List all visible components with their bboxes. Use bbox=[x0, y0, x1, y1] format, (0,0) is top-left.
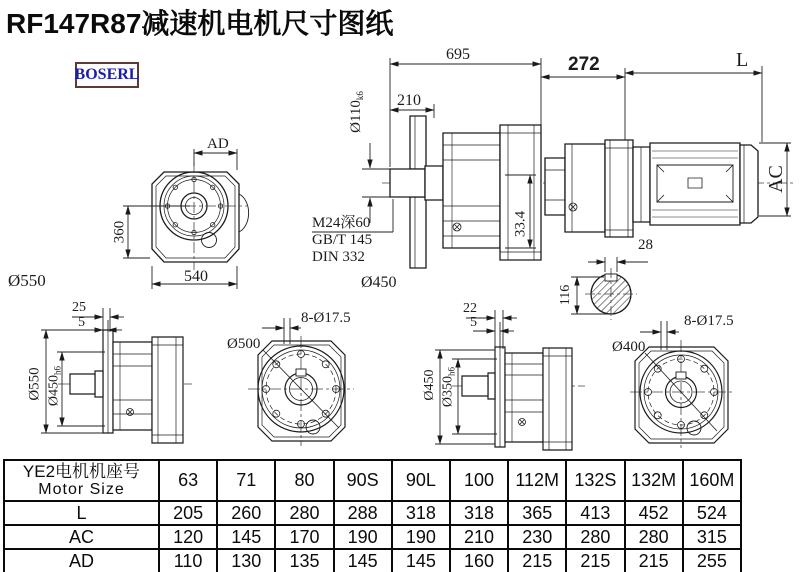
dim-5b-label: 5 bbox=[470, 315, 477, 330]
value-cell: 215 bbox=[508, 549, 566, 572]
table-header-cell bbox=[4, 460, 159, 501]
value-cell: 315 bbox=[683, 525, 741, 549]
value-cell: 170 bbox=[275, 525, 333, 549]
table-row bbox=[4, 501, 741, 525]
dia-110-label: $Ø110_{k6}$ bbox=[348, 91, 365, 133]
dim-334-label: 33.4 bbox=[512, 210, 529, 238]
motor-size-header-cell: 80 bbox=[275, 460, 333, 501]
value-cell: 280 bbox=[566, 525, 624, 549]
dia-450h6-label: $Ø450_{h6}$ bbox=[46, 365, 63, 407]
value-cell: 230 bbox=[508, 525, 566, 549]
dia-350h6-label: $Ø350_{h6}$ bbox=[440, 366, 457, 408]
dim-540-label: 540 bbox=[184, 268, 208, 285]
dim-695-label: 695 bbox=[446, 46, 470, 63]
dia-550-v1-label: Ø550 bbox=[26, 367, 43, 401]
table-header-cn: YE2电机机座号 bbox=[22, 461, 141, 481]
motor-size-header-cell: 100 bbox=[450, 460, 508, 501]
table-row bbox=[4, 525, 741, 549]
value-cell: 120 bbox=[159, 525, 217, 549]
dim-22-label: 22 bbox=[463, 301, 477, 316]
motor-size-table bbox=[3, 459, 742, 572]
table-row bbox=[4, 549, 741, 572]
value-cell: 210 bbox=[450, 525, 508, 549]
value-cell: 145 bbox=[392, 549, 450, 572]
dia-450-label: Ø450 bbox=[361, 274, 397, 291]
dia-450-v2-label: Ø450 bbox=[422, 369, 437, 401]
row-label-cell: L bbox=[4, 501, 159, 525]
row-label-cell: AD bbox=[4, 549, 159, 572]
page-title: RF147R87减速机电机尺寸图纸 bbox=[6, 8, 394, 39]
value-cell: 215 bbox=[566, 549, 624, 572]
motor-size-header-cell: 71 bbox=[217, 460, 275, 501]
motor-size-header-cell: 90S bbox=[334, 460, 392, 501]
dim-l-label: L bbox=[736, 49, 749, 71]
value-cell: 110 bbox=[159, 549, 217, 572]
value-cell: 365 bbox=[508, 501, 566, 525]
value-cell: 452 bbox=[625, 501, 683, 525]
value-cell: 135 bbox=[275, 549, 333, 572]
dim-ac-label: AC bbox=[765, 165, 787, 193]
dim-ad-label: AD bbox=[207, 136, 229, 152]
dia-400-label: Ø400 bbox=[612, 339, 646, 355]
motor-size-header-cell: 132M bbox=[625, 460, 683, 501]
boserl-logo: BOSERL bbox=[75, 62, 139, 88]
table-header-en: Motor Size bbox=[38, 481, 125, 499]
value-cell: 413 bbox=[566, 501, 624, 525]
dia-550-label: Ø550 bbox=[8, 271, 46, 290]
motor-size-header-cell: 132S bbox=[566, 460, 624, 501]
motor-size-header-cell: 63 bbox=[159, 460, 217, 501]
note-m24-label: M24深60 bbox=[312, 215, 371, 231]
value-cell: 288 bbox=[334, 501, 392, 525]
value-cell: 160 bbox=[450, 549, 508, 572]
dim-360-label: 360 bbox=[111, 220, 128, 244]
dim-116-label: 116 bbox=[558, 284, 573, 306]
dim-5-label: 5 bbox=[78, 315, 85, 330]
value-cell: 280 bbox=[275, 501, 333, 525]
row-label-cell: AC bbox=[4, 525, 159, 549]
motor-size-header-cell: 160M bbox=[683, 460, 741, 501]
value-cell: 130 bbox=[217, 549, 275, 572]
dim-210-label: 210 bbox=[397, 92, 421, 109]
value-cell: 318 bbox=[450, 501, 508, 525]
motor-size-header-cell: 112M bbox=[508, 460, 566, 501]
holes-8d175-label-1: 8-Ø17.5 bbox=[301, 310, 351, 326]
dim-28-label: 28 bbox=[638, 237, 653, 253]
note-din332-label: DIN 332 bbox=[312, 249, 365, 265]
value-cell: 255 bbox=[683, 549, 741, 572]
dia-500-label: Ø500 bbox=[227, 336, 261, 352]
dim-272-label: 272 bbox=[568, 54, 600, 75]
value-cell: 260 bbox=[217, 501, 275, 525]
value-cell: 205 bbox=[159, 501, 217, 525]
value-cell: 190 bbox=[392, 525, 450, 549]
value-cell: 215 bbox=[625, 549, 683, 572]
note-gbt145-label: GB/T 145 bbox=[312, 232, 373, 248]
table-header-row bbox=[4, 460, 741, 501]
value-cell: 524 bbox=[683, 501, 741, 525]
value-cell: 190 bbox=[334, 525, 392, 549]
value-cell: 280 bbox=[625, 525, 683, 549]
value-cell: 318 bbox=[392, 501, 450, 525]
motor-size-header-cell: 90L bbox=[392, 460, 450, 501]
value-cell: 145 bbox=[217, 525, 275, 549]
holes-8d175-label-2: 8-Ø17.5 bbox=[684, 313, 734, 329]
dim-25-label: 25 bbox=[72, 300, 86, 315]
value-cell: 145 bbox=[334, 549, 392, 572]
